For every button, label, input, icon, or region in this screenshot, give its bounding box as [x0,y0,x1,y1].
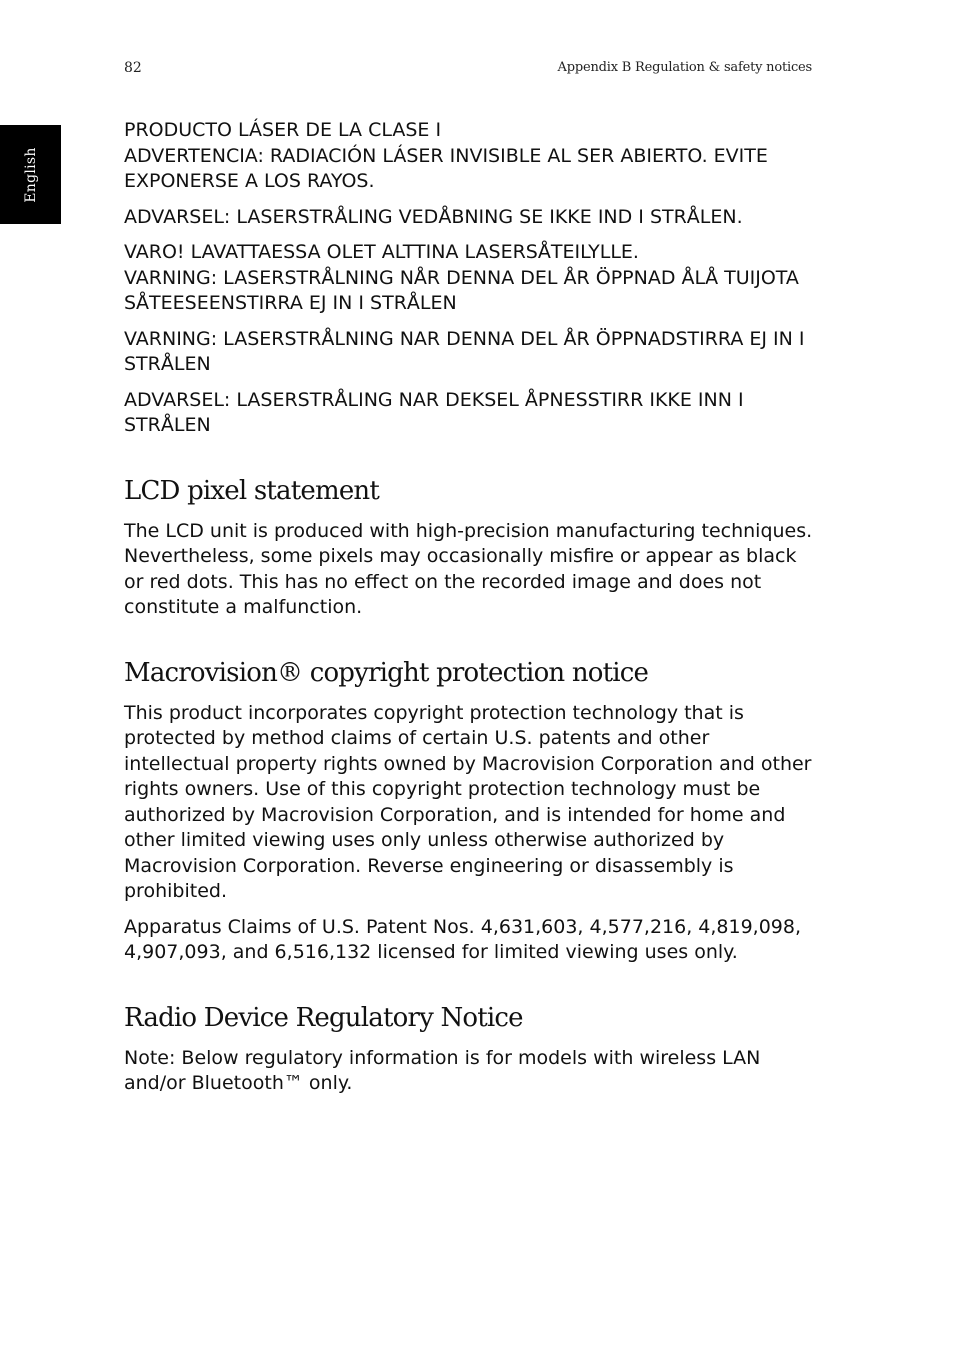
macrovision-body: This product incorporates copyright protection technology that is protected by method claims of certain U.S. patents and other intellectual property rights owned by Macrovision Corporation and other rights owners. Use of this copyright protection technology must be authorized by Macrovision Corporation, and is intended for home and other limited viewing uses only unless otherwise authorized by Macrovision Corporation. Reverse engineering or disassembly is prohibited. [124,701,812,902]
lcd-heading: LCD pixel statement [124,475,380,506]
laser-warning-danish: ADVARSEL: LASERSTRÅLING VEDÅBNING SE IKKE IND I STRÅLEN. [124,205,743,228]
language-tab-label: English [22,146,39,203]
lcd-body: The LCD unit is produced with high-precision manufacturing techniques. Nevertheless, some pixels may occasionally misfire or appear as black or red dots. This has no effect on the recorded image and does not constitute a malfunction. [124,519,813,618]
laser-warning-swedish: VARNING: LASERSTRÅLNING NAR DENNA DEL ÅR ÖPPNADSTIRRA EJ IN I STRÅLEN [124,327,805,375]
note-text: : Below regulatory information is for models with wireless LAN and/or Bluetooth™ only. [124,1046,761,1094]
language-side-tab [0,125,61,224]
laser-warning-finnish-swedish: VARO! LAVATTAESSA OLET ALTTINA LASERSÅTEILYLLE. VARNING: LASERSTRÅLNING NÅR DENNA DEL ÅR ÖPPNAD ÅLÅ TUIJOTA SÅTEESEENSTIRRA EJ IN I STRÅLEN [124,241,799,314]
page-content [124,118,814,1107]
radio-note [124,1046,814,1097]
macrovision-heading: Macrovision® copyright protection notice [124,657,649,688]
macrovision-patents: Apparatus Claims of U.S. Patent Nos. 4,631,603, 4,577,216, 4,819,098, 4,907,093, and 6,516,132 licensed for limited viewing uses only. [124,915,802,963]
radio-heading: Radio Device Regulatory Notice [124,1002,523,1033]
laser-warnings [124,118,814,439]
laser-warning-spanish: PRODUCTO LÁSER DE LA CLASE I ADVERTENCIA: RADIACIÓN LÁSER INVISIBLE AL SER ABIERTO. EVITE EXPONERSE A LOS RAYOS. [124,119,768,192]
laser-warning-norwegian: ADVARSEL: LASERSTRÅLING NAR DEKSEL ÅPNESSTIRR IKKE INN I STRÅLEN [124,388,744,436]
note-label: Note [124,1046,169,1069]
page-number: 82 [124,60,142,76]
running-header: Appendix B Regulation & safety notices [557,60,812,75]
